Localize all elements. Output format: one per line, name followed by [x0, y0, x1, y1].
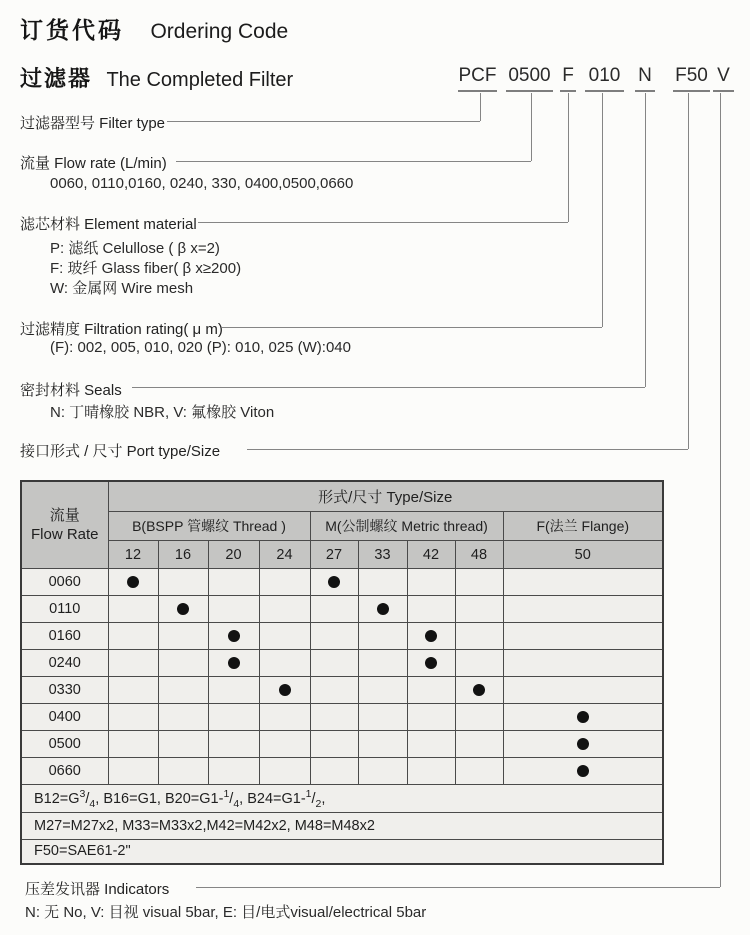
empty-cell: [310, 623, 358, 650]
empty-cell: [503, 569, 663, 596]
availability-dot-icon: [127, 576, 139, 588]
empty-cell: [208, 704, 259, 731]
empty-cell: [259, 704, 310, 731]
empty-cell: [259, 596, 310, 623]
table-row: [21, 758, 663, 785]
empty-cell: [108, 704, 158, 731]
empty-cell: [208, 677, 259, 704]
section-title-en: The Completed Filter: [106, 69, 294, 91]
availability-cell: [407, 650, 455, 677]
type-size-title-cell: 形式/尺寸 Type/Size: [108, 481, 663, 512]
label-indicators: 压差发讯器 Indicators: [25, 881, 170, 898]
code-segment-filtration-rating: 010: [585, 64, 624, 92]
code-segment-filter-type: PCF: [458, 64, 497, 92]
empty-cell: [358, 623, 407, 650]
indicators-values: N: 无 No, V: 目视 visual 5bar, E: 目/电式visual/electrical 5bar: [25, 904, 427, 921]
empty-cell: [503, 650, 663, 677]
connector-seals-vline: [645, 93, 646, 387]
footnote-fragment: 3: [79, 787, 86, 800]
flow-rate-cell: 0500: [21, 731, 108, 758]
empty-cell: [407, 569, 455, 596]
footnote-fragment: /: [311, 790, 316, 807]
leader-indicator-line: [196, 887, 720, 888]
flow-rate-cell: 0160: [21, 623, 108, 650]
empty-cell: [455, 569, 503, 596]
flow-rate-cell: 0330: [21, 677, 108, 704]
section-title: [20, 62, 293, 93]
empty-cell: [503, 623, 663, 650]
footnote-fragment: B12=G: [34, 790, 80, 807]
flow-rate-cell: 0400: [21, 704, 108, 731]
availability-dot-icon: [473, 684, 485, 696]
empty-cell: [158, 758, 208, 785]
flow-rate-cell: 0060: [21, 569, 108, 596]
page-title-zh: 订货代码: [20, 17, 124, 43]
label-port-size: 接口形式 / 尺寸 Port type/Size: [20, 443, 221, 460]
table-row: [21, 677, 663, 704]
empty-cell: [407, 677, 455, 704]
empty-cell: [259, 758, 310, 785]
footnote-fragment: 4: [89, 797, 96, 810]
empty-cell: [407, 758, 455, 785]
filtration-rating-values: (F): 002, 005, 010, 020 (P): 010, 025 (W):040: [50, 339, 351, 356]
connector-flow-rate-vline: [531, 93, 532, 161]
table-header-row-1: [21, 481, 663, 512]
footnote-fragment: 2: [315, 797, 322, 810]
page-title-en: Ordering Code: [150, 20, 289, 43]
connector-filter-type-vline: [480, 93, 481, 121]
empty-cell: [358, 731, 407, 758]
empty-cell: [108, 677, 158, 704]
availability-cell: [358, 596, 407, 623]
footnote-text: [21, 813, 663, 840]
element-material-option-p: P: 滤纸 Celullose ( β x=2): [50, 240, 220, 257]
availability-cell: [208, 650, 259, 677]
empty-cell: [358, 650, 407, 677]
empty-cell: [108, 623, 158, 650]
size-col-16: 16: [158, 541, 208, 569]
footnote-fragment: , B24=G1-: [239, 790, 306, 807]
flow-rate-header-zh: 流量: [49, 506, 80, 524]
connector-element-material-vline: [568, 93, 569, 222]
footnote-text: [21, 785, 663, 813]
connector-port-size-vline: [688, 93, 689, 449]
empty-cell: [310, 677, 358, 704]
availability-dot-icon: [425, 630, 437, 642]
empty-cell: [108, 758, 158, 785]
port-size-table: [20, 480, 664, 865]
group-metric-cell: M(公制螺纹 Metric thread): [310, 512, 503, 541]
footnote-fragment: ,: [321, 790, 326, 807]
empty-cell: [158, 569, 208, 596]
empty-cell: [208, 758, 259, 785]
empty-cell: [158, 623, 208, 650]
table-row: [21, 623, 663, 650]
empty-cell: [310, 650, 358, 677]
flow-rate-cell: 0660: [21, 758, 108, 785]
label-filtration-rating: 过滤精度 Filtration rating( μ m): [20, 321, 223, 338]
empty-cell: [208, 569, 259, 596]
flow-rate-cell: 0240: [21, 650, 108, 677]
empty-cell: [259, 731, 310, 758]
footnote-row: [21, 813, 663, 840]
empty-cell: [310, 731, 358, 758]
empty-cell: [208, 731, 259, 758]
seals-values: N: 丁晴橡胶 NBR, V: 氟橡胶 Viton: [50, 404, 275, 421]
availability-dot-icon: [377, 603, 389, 615]
group-bspp-cell: B(BSPP 管螺纹 Thread ): [108, 512, 310, 541]
empty-cell: [108, 650, 158, 677]
table-row: [21, 569, 663, 596]
availability-dot-icon: [328, 576, 340, 588]
availability-cell: [208, 623, 259, 650]
size-col-33: 33: [358, 541, 407, 569]
availability-dot-icon: [577, 765, 589, 777]
footnote-fragment: M27=M27x2, M33=M33x2,M42=M42x2, M48=M48x2: [34, 818, 375, 834]
flow-rate-header-en: Flow Rate: [30, 526, 99, 543]
footnote-row: [21, 840, 663, 864]
empty-cell: [407, 596, 455, 623]
element-material-option-w: W: 金属网 Wire mesh: [50, 280, 194, 297]
footnote-row: [21, 785, 663, 813]
empty-cell: [158, 677, 208, 704]
footnote-fragment: 4: [233, 797, 240, 810]
table-row: [21, 704, 663, 731]
section-title-zh: 过滤器: [20, 66, 93, 91]
leader-flow-rate-line: [176, 161, 531, 162]
element-material-option-f: F: 玻纤 Glass fiber( β x≥200): [50, 260, 242, 277]
empty-cell: [407, 704, 455, 731]
leader-filter-type-line: [167, 121, 480, 122]
size-col-48: 48: [455, 541, 503, 569]
empty-cell: [503, 596, 663, 623]
empty-cell: [455, 704, 503, 731]
size-col-27: 27: [310, 541, 358, 569]
table-row: [21, 596, 663, 623]
label-seals: 密封材料 Seals: [20, 382, 122, 399]
empty-cell: [455, 758, 503, 785]
code-segment-flow-rate: 0500: [506, 64, 553, 92]
availability-cell: [503, 704, 663, 731]
availability-dot-icon: [228, 630, 240, 642]
empty-cell: [407, 731, 455, 758]
empty-cell: [108, 596, 158, 623]
footnote-fragment: 1: [305, 787, 312, 800]
empty-cell: [158, 704, 208, 731]
leader-seals-line: [132, 387, 645, 388]
empty-cell: [158, 650, 208, 677]
leader-element-material-line: [198, 222, 568, 223]
page-title: [20, 12, 288, 45]
availability-cell: [503, 731, 663, 758]
footnote-fragment: /: [229, 790, 234, 807]
footnote-fragment: 1: [223, 787, 230, 800]
connector-filtration-rating-vline: [602, 93, 603, 327]
table-row: [21, 731, 663, 758]
empty-cell: [358, 758, 407, 785]
empty-cell: [358, 569, 407, 596]
footnote-fragment: F50=SAE61-2": [34, 843, 131, 860]
empty-cell: [208, 596, 259, 623]
empty-cell: [455, 650, 503, 677]
size-col-42: 42: [407, 541, 455, 569]
table-header-row-2: [21, 512, 663, 541]
table-row: [21, 650, 663, 677]
empty-cell: [358, 677, 407, 704]
size-col-50: 50: [503, 541, 663, 569]
availability-dot-icon: [577, 738, 589, 750]
empty-cell: [455, 623, 503, 650]
empty-cell: [158, 731, 208, 758]
availability-cell: [503, 758, 663, 785]
empty-cell: [310, 758, 358, 785]
label-flow-rate: 流量 Flow rate (L/min): [20, 155, 167, 172]
availability-cell: [108, 569, 158, 596]
code-segment-seals: N: [635, 64, 655, 92]
code-segment-element-material: F: [560, 64, 576, 92]
code-segment-indicator: V: [713, 64, 734, 92]
code-segment-port-size: F50: [673, 64, 710, 92]
availability-cell: [455, 677, 503, 704]
availability-cell: [407, 623, 455, 650]
empty-cell: [259, 623, 310, 650]
footnote-text: [21, 840, 663, 864]
empty-cell: [358, 704, 407, 731]
group-flange-cell: F(法兰 Flange): [503, 512, 663, 541]
availability-cell: [158, 596, 208, 623]
empty-cell: [259, 569, 310, 596]
availability-cell: [259, 677, 310, 704]
availability-dot-icon: [279, 684, 291, 696]
flow-rate-values: 0060, 0110,0160, 0240, 330, 0400,0500,0660: [50, 175, 354, 192]
flow-rate-cell: 0110: [21, 596, 108, 623]
label-element-material: 滤芯材料 Element material: [20, 216, 197, 233]
availability-dot-icon: [228, 657, 240, 669]
empty-cell: [259, 650, 310, 677]
label-filter-type: 过滤器型号 Filter type: [20, 115, 166, 132]
footnote-fragment: /: [85, 790, 90, 807]
empty-cell: [310, 704, 358, 731]
empty-cell: [108, 731, 158, 758]
empty-cell: [310, 596, 358, 623]
availability-dot-icon: [177, 603, 189, 615]
footnote-fragment: , B16=G1, B20=G1-: [95, 790, 224, 807]
availability-dot-icon: [577, 711, 589, 723]
leader-port-size-line: [247, 449, 688, 450]
leader-filtration-rating-line: [222, 327, 602, 328]
size-col-12: 12: [108, 541, 158, 569]
empty-cell: [503, 677, 663, 704]
availability-dot-icon: [425, 657, 437, 669]
table-header-row-3: [21, 541, 663, 569]
size-col-20: 20: [208, 541, 259, 569]
flow-rate-header-cell: [21, 481, 108, 569]
availability-cell: [310, 569, 358, 596]
connector-indicator-vline: [720, 93, 721, 887]
empty-cell: [455, 731, 503, 758]
empty-cell: [455, 596, 503, 623]
size-col-24: 24: [259, 541, 310, 569]
